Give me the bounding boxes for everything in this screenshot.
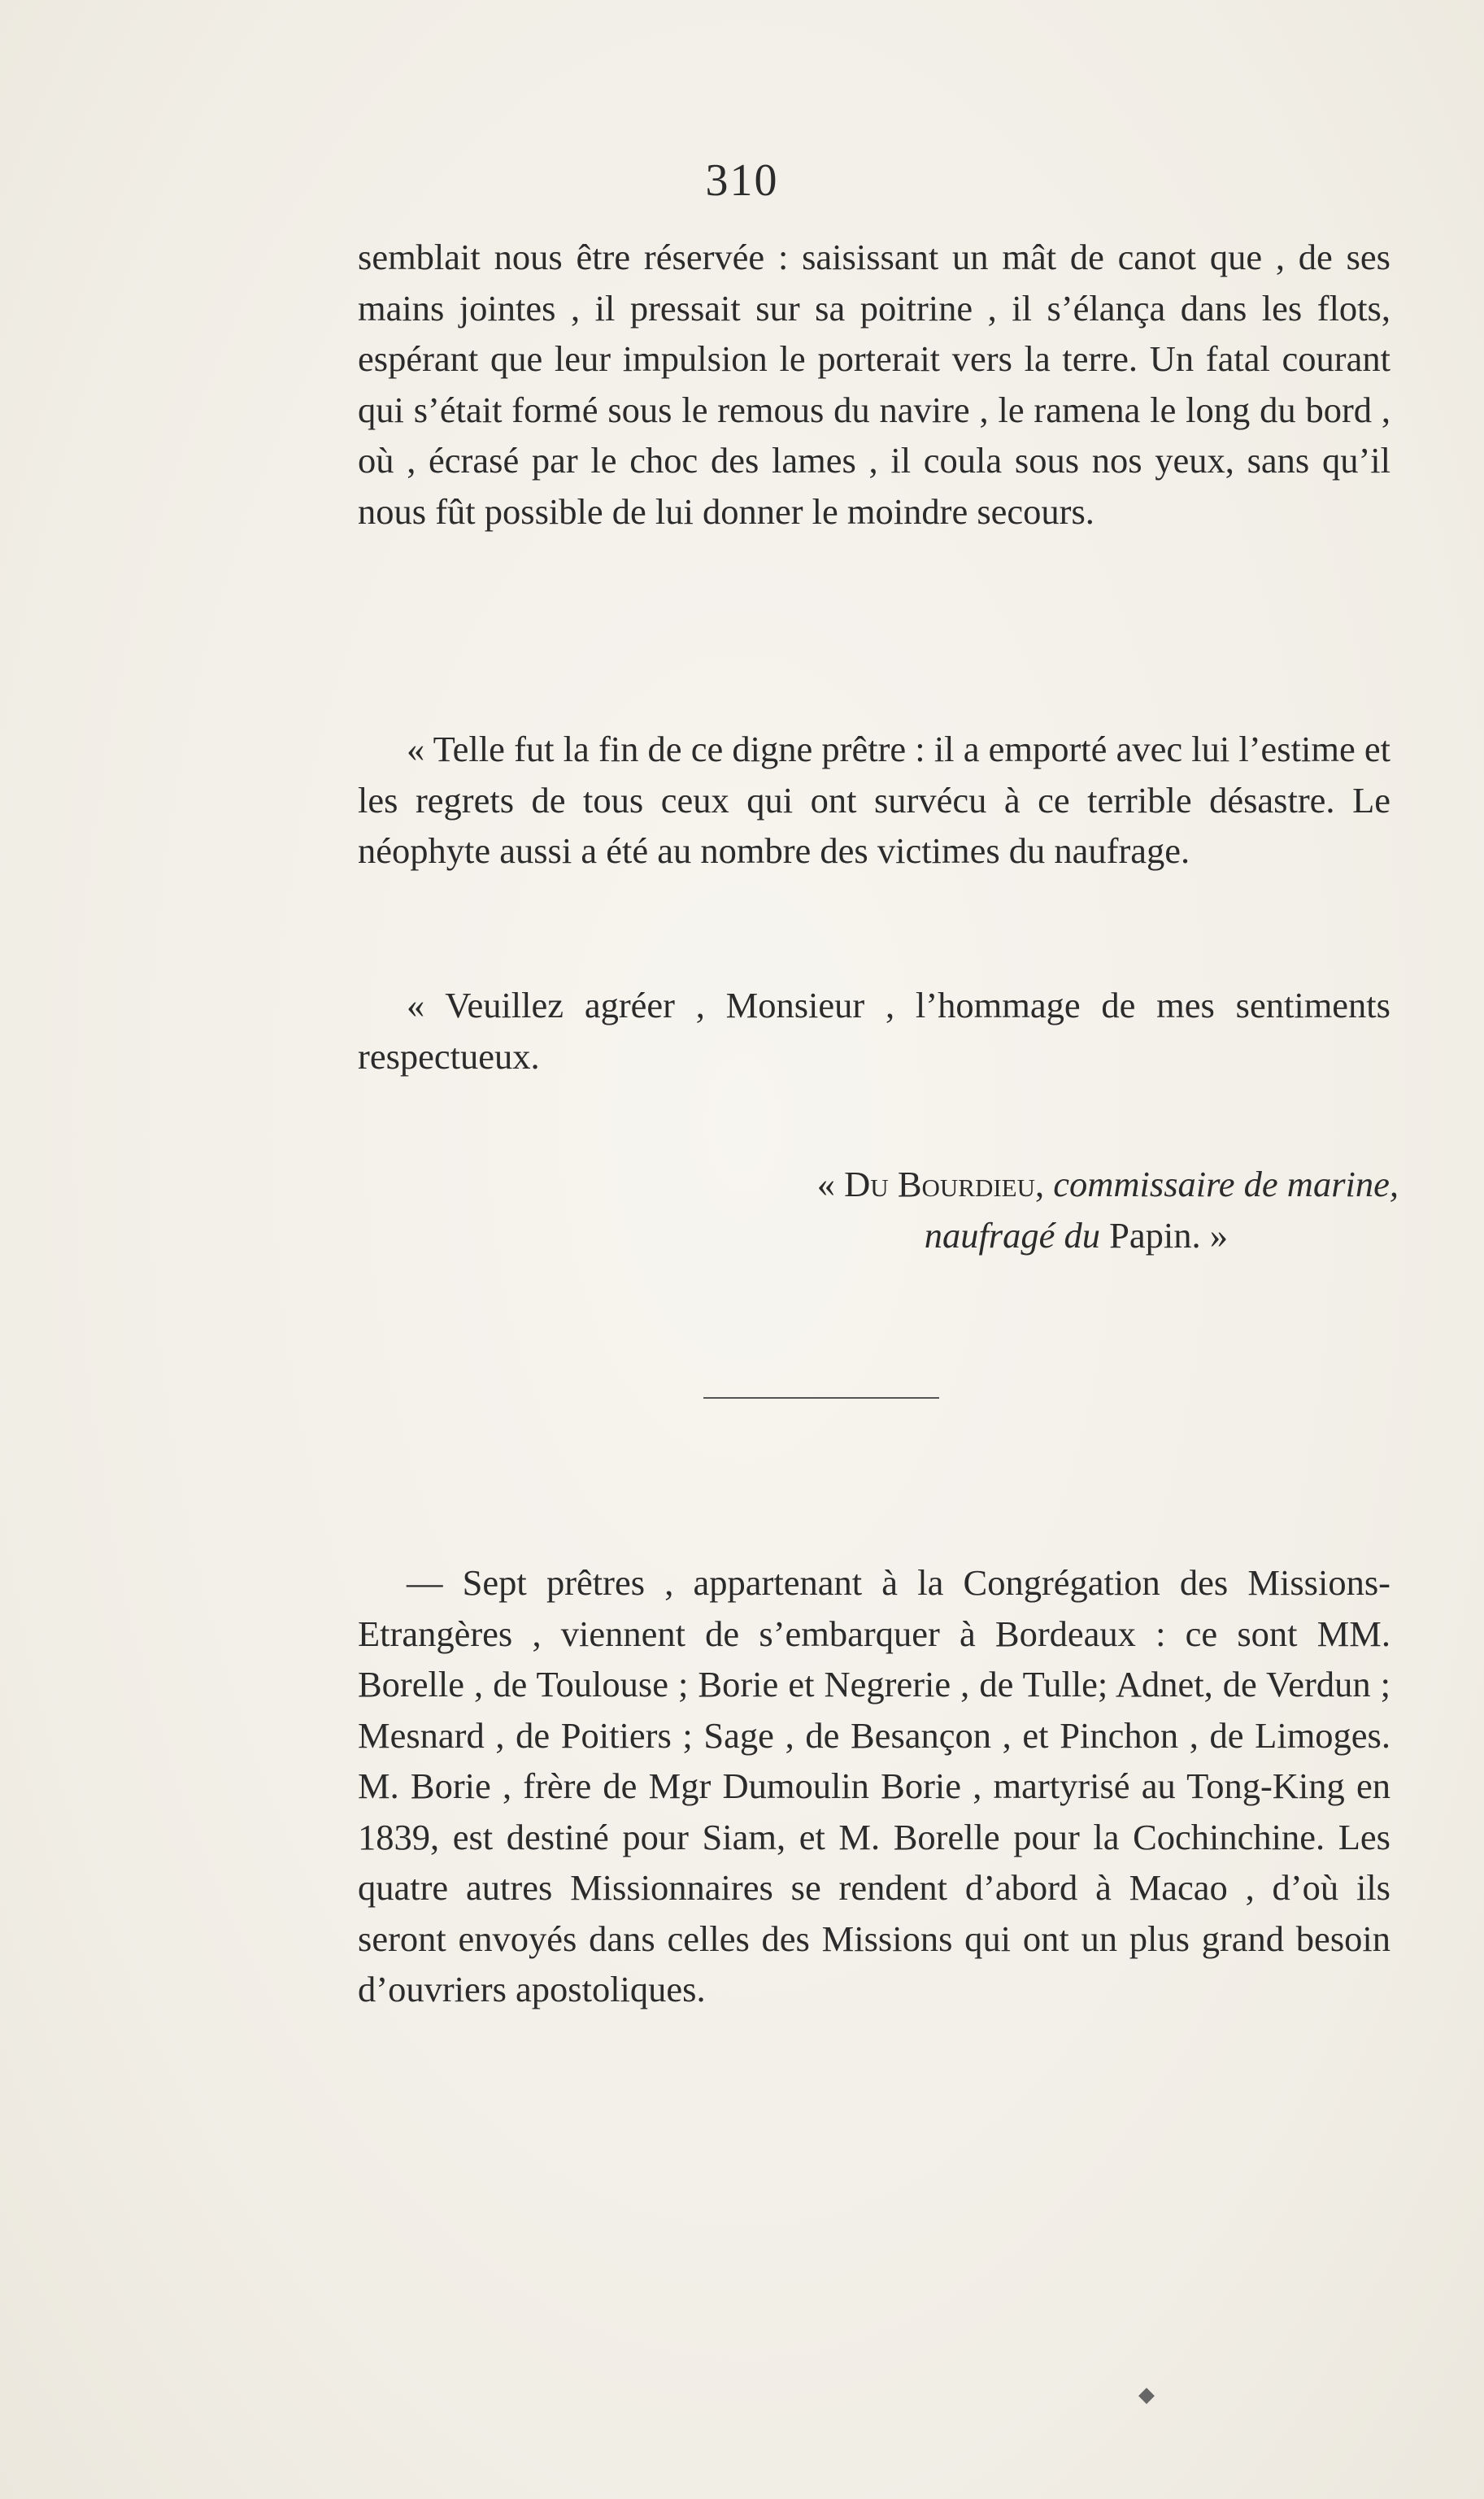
signature-line-2 (634, 1210, 1399, 1261)
letter-signature (634, 1159, 1399, 1260)
printer-ornament-icon: ◆ (1138, 2383, 1155, 2406)
page-number: 310 (705, 155, 779, 206)
paragraph-end-of-priest: « Telle fut la fin de ce digne prêtre : il a emporté avec lui l’estime et les regrets de tous ceux qui ont survécu à ce terrible désastre. Le néophyte aussi a été au nombre des victimes du naufrage. (358, 729, 1390, 871)
paragraph-closing: « Veuillez agréer , Monsieur , l’hommage de mes sentiments respectueux. (358, 985, 1390, 1077)
signature-line-1 (634, 1159, 1399, 1210)
signature-comma: , (1035, 1164, 1054, 1204)
section-divider-rule (703, 1397, 939, 1399)
signature-ship-name: Papin. (1100, 1214, 1201, 1256)
paragraph-narrative: semblait nous être réservée : saisissant un mât de canot que , de ses mains jointes , il pressait sur sa poitrine , il s’élança dans les flots, espérant que leur impulsion le porterait vers la terre. Un fatal courant qui s’était formé sous le remous du navire , le ramena le long du bord , où , écrasé par le choc des lames , il coula sous nos yeux, sans qu’il nous fût possible de lui donner le moindre secours. (358, 237, 1390, 532)
signature-close-quote: » (1200, 1214, 1228, 1256)
signature-title: commissaire de marine, (1053, 1164, 1399, 1204)
signature-open-quote: « (816, 1164, 845, 1204)
signature-name: Du Bourdieu (844, 1164, 1035, 1204)
paragraph-missionaries: — Sept prêtres , appartenant à la Congrégation des Missions-Etrangères , viennent de s’embarquer à Bordeaux : ce sont MM. Borelle , de Toulouse ; Borie et Negrerie , de Tulle; Adnet, de Verdun ; Mesnard , de Poitiers ; Sage , de Besançon , et Pinchon , de Limoges. M. Borie , frère de Mgr Dumoulin Borie , martyrisé au Tong-King en 1839, est destiné pour Siam, et M. Borelle pour la Cochinchine. Les quatre autres Missionnaires se rendent d’abord à Macao , d’où ils seront envoyés dans celles des Missions qui ont un plus grand besoin d’ouvriers apostoliques. (358, 1562, 1390, 2009)
signature-shipwrecked: naufragé du (924, 1214, 1100, 1256)
